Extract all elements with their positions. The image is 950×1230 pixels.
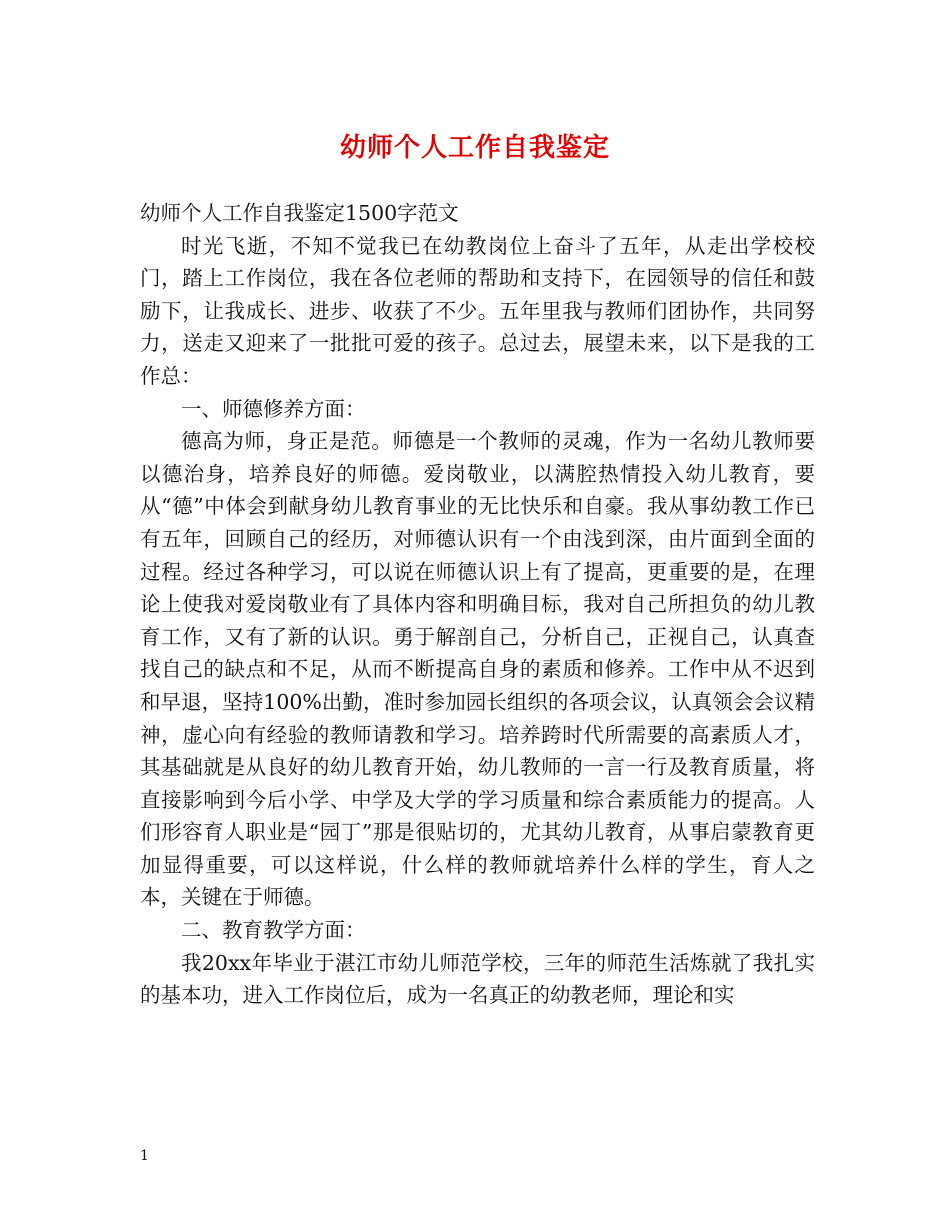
teaching-paragraph: 我20xx年毕业于湛江市幼儿师范学校，三年的师范生活炼就了我扎实的基本功，进入工作岗位后，成为一名真正的幼教老师，理论和实	[140, 950, 815, 1008]
ethics-paragraph	[140, 425, 815, 914]
section-heading-ethics: 一、师德修养方面：	[181, 396, 366, 421]
intro-paragraph: 时光飞逝，不知不觉我已在幼教岗位上奋斗了五年，从走出学校校门，踏上工作岗位，我在各位老师的帮助和支持下，在园领导的信任和鼓励下，让我成长、进步、收获了不少。五年里我与教师们团协作，共同努力，送走又迎来了一批批可爱的孩子。总过去，展望未来，以下是我的工作总：	[140, 233, 815, 388]
document-body	[140, 197, 815, 1012]
document-title: 幼师个人工作自我鉴定	[339, 133, 610, 163]
page-number: 1	[140, 1148, 149, 1164]
section-heading-teaching: 二、教育教学方面：	[181, 918, 366, 943]
subtitle-paragraph: 幼师个人工作自我鉴定1500字范文	[140, 201, 459, 225]
ethics-paragraph-text: 德高为师，身正是范。师德是一个教师的灵魂，作为一名幼儿教师要以德治身，培养良好的师德。爱岗敬业，以满腔热情投入幼儿教育，要从“德”中体会到献身幼儿教育事业的无比快乐和自豪。我从事幼教工作已有五年，回顾自己的经历，对师德认识有一个由浅到深，由片面到全面的过程。经过各种学习，可以说在师德认识上有了提高，更重要的是，在理论上使我对爱岗敬业有了具体内容和明确目标，我对自己所担负的幼儿教育工作，又有了新的认识。勇于解剖自己，分析自己，正视自己，认真查找自己的缺点和不足，从而不断提高自身的素质和修养。工作中从不迟到和早退，坚持100%出勤，准时参加园长组织的各项会议，认真领会会议精神，虚心向有经验的教师请教和学习。培养跨时代所需要的高素质人才，其基础就是从良好的幼儿教育开始，幼儿教师的一言一行及教育质量，将直接影响到今后小学、中学及大学的学习质量和综合素质能力的提高。人们形容育人职业是“园丁”那是很贴切的，尤其幼儿教育，从事启蒙教育更加显得重要，可以这样说，什么样的教师就培养什么样的学生，育人之本，关键在于师德。	[140, 429, 815, 910]
